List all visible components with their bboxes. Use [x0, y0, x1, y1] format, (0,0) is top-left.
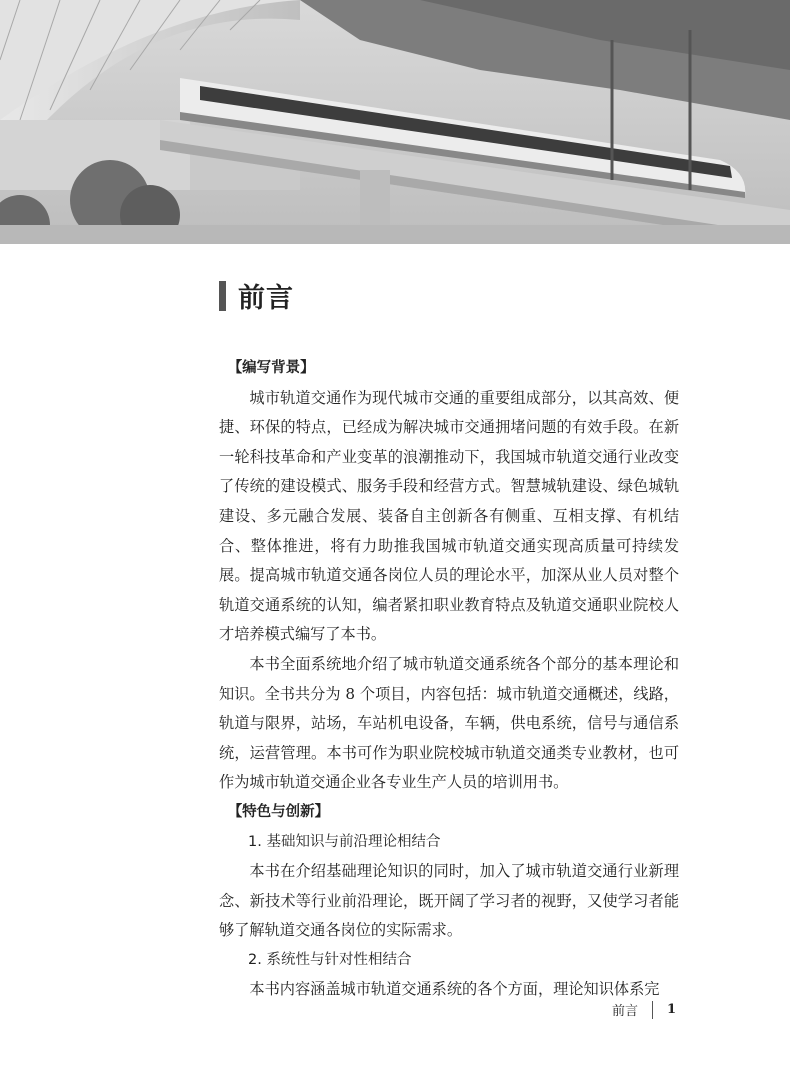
page-footer — [612, 1000, 676, 1019]
section-heading: 【特色与创新】 — [227, 803, 330, 820]
title-accent-bar — [219, 281, 226, 311]
sub-heading: 1. 基础知识与前沿理论相结合 — [248, 833, 441, 850]
sub-heading: 2. 系统性与针对性相结合 — [248, 951, 412, 968]
paragraph: 本书内容涵盖城市轨道交通系统的各个方面，理论知识体系完 — [249, 980, 660, 999]
chapter-title-text: 前言 — [238, 283, 294, 314]
paragraph: 城市轨道交通作为现代城市交通的重要组成部分，以其高效、便捷、环保的特点，已经成为解决城市交通拥堵问题的有效手段。在新一轮科技革命和产业变革的浪潮推动下，我国城市轨道交通行业改变了传统的建设模式、服务手段和经营方式。智慧城轨建设、绿色城轨建设、多元融合发展、装备自主创新各有侧重、互相支撑、有机结合、整体推进，将有力助推我国城市轨道交通实现高质量可持续发展。提高城市轨道交通各岗位人员的理论水平，加深从业人员对整个轨道交通系统的认知，编者紧扣职业教育特点及轨道交通职业院校人才培养模式编写了本书。 — [219, 388, 679, 644]
footer-label: 前言 — [612, 1004, 639, 1019]
section-heading: 【编写背景】 — [227, 360, 315, 376]
paragraph: 本书全面系统地介绍了城市轨道交通系统各个部分的基本理论和知识。全书共分为 8 个项目，内容包括：城市轨道交通概述，线路，轨道与限界，站场，车站机电设备，车辆，供电系统，信号与通信系统，运营管理。本书可作为职业院校城市轨道交通类专业教材，也可作为城市轨道交通企业各专业生产人员的培训用书。 — [219, 654, 679, 792]
paragraph: 本书在介绍基础理论知识的同时，加入了城市轨道交通行业新理念、新技术等行业前沿理论，既开阔了学习者的视野，又使学习者能够了解轨道交通各岗位的实际需求。 — [219, 862, 679, 940]
preface-body — [219, 354, 679, 1005]
page-number: 1 — [667, 1002, 677, 1017]
header-photo — [0, 0, 790, 244]
chapter-title — [219, 276, 294, 315]
footer-divider — [652, 1001, 653, 1019]
